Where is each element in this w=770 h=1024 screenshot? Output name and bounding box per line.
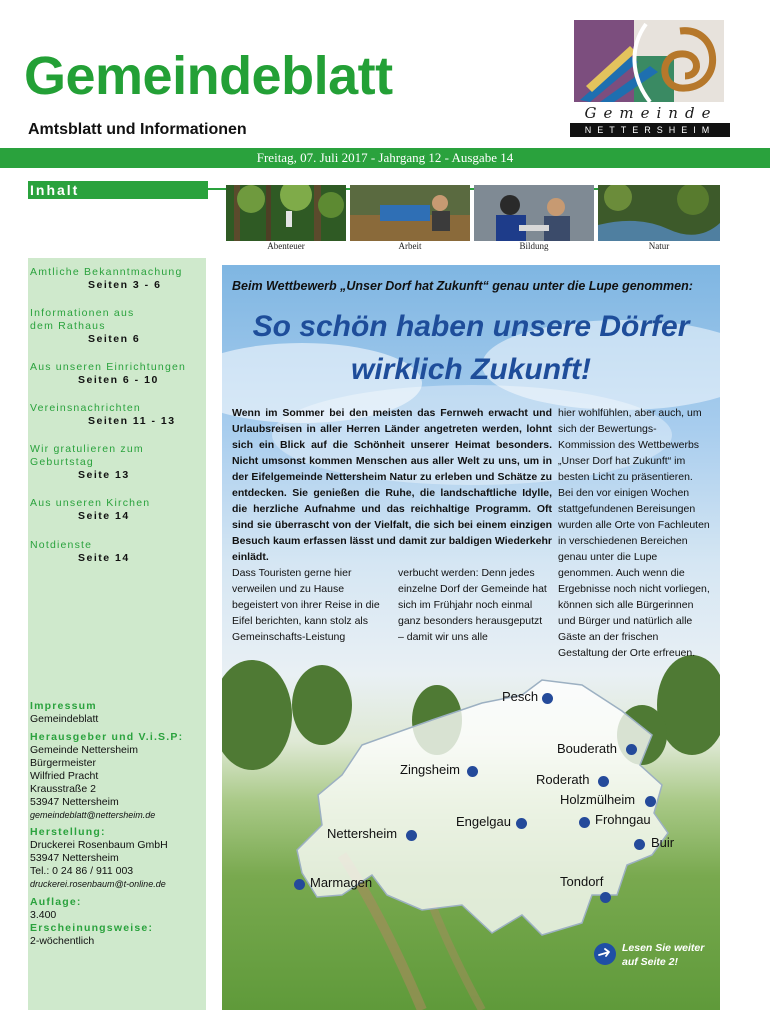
newspaper-subtitle: Amtsblatt und Informationen	[28, 121, 247, 138]
publisher-line: 53947 Nettersheim	[30, 796, 119, 808]
frequency-heading: Erscheinungsweise:	[30, 922, 154, 934]
publisher-line: Krausstraße 2	[30, 783, 96, 795]
publisher-heading: Herausgeber und V.i.S.P:	[30, 731, 184, 743]
town-dot	[542, 693, 553, 704]
publisher-line: Bürgermeister	[30, 757, 96, 769]
article-headline	[222, 305, 720, 391]
frequency-value: 2-wöchentlich	[30, 935, 95, 947]
town-label-nettersheim: Nettersheim	[327, 826, 398, 841]
photo-abenteuer	[226, 185, 346, 241]
toc-entry-page: Seite 14	[78, 510, 130, 522]
town-label-frohngau: Frohngau	[595, 812, 651, 827]
publisher-line: Wilfried Pracht	[30, 770, 99, 782]
article-column-3: hier wohlfühlen, aber auch, um sich der Bewertungs-Kommission des Wettbewerbs „Unser Dorf hat Zukunft“ im besten Licht zu präsentieren. Bei den vor einigen Wochen stattgefundenen Bereisungen wurden alle Orte von Fachleuten in verschiedenen Bereichen genau unter die Lupe genommen. Auch wenn die Ergebnisse noch nicht vorliegen, können sich alle Bürgerinnen und Bürger und natürlich alle Gäste an der frischen Gestaltung der Orte erfreuen.	[558, 407, 710, 659]
town-label-roderath: Roderath	[536, 772, 590, 787]
headline-line-1: So schön haben unsere Dörfer	[252, 310, 690, 343]
continue-reading-link[interactable]: Lesen Sie weiter auf Seite 2!	[622, 942, 705, 968]
article-lead: Beim Wettbewerb „Unser Dorf hat Zukunft“ genau unter die Lupe genommen:	[232, 279, 693, 293]
production-line: Druckerei Rosenbaum GmbH	[30, 839, 168, 851]
photo-bildung	[474, 185, 594, 241]
town-dot	[467, 766, 478, 777]
town-dot	[600, 892, 611, 903]
toc-entry-title: Aus unseren Einrichtungen	[30, 361, 187, 373]
publisher-email-link[interactable]: gemeindeblatt@nettersheim.de	[30, 810, 156, 820]
town-dot	[516, 818, 527, 829]
article-column-1: Dass Touristen gerne hier verweilen und zu Hause begeistert von ihrer Reise in die Eifel berichten, kann stolz als Gemeinschafts-Leistung	[232, 567, 380, 643]
production-email-link[interactable]: druckerei.rosenbaum@t-online.de	[30, 879, 166, 889]
education-image	[474, 185, 594, 241]
town-dot	[294, 879, 305, 890]
town-label-pesch: Pesch	[502, 689, 539, 704]
photo-caption-abenteuer: Abenteuer	[267, 241, 305, 251]
toc-entry[interactable]	[30, 361, 206, 387]
work-image	[350, 185, 470, 241]
town-dot	[626, 744, 637, 755]
town-dot	[645, 796, 656, 807]
toc-entry[interactable]	[30, 307, 150, 346]
toc-entry-page: Seiten 6	[88, 333, 141, 345]
town-dot	[634, 839, 645, 850]
newspaper-title: Gemeindeblatt	[24, 46, 393, 106]
photo-arbeit	[350, 185, 470, 241]
continue-arrow-icon[interactable]	[594, 943, 616, 965]
town-label-bouderath: Bouderath	[557, 741, 617, 756]
toc-entry[interactable]	[30, 402, 206, 428]
article-intro: Wenn im Sommer bei den meisten das Fernweh erwacht und Urlaubsreisen in aller Herren Länder angetreten werden, lohnt sich ein Blick auf die Schönheit unserer Heimat besonders. Nicht umsonst kommen Menschen aus aller Welt zu uns, um in der Eifelgemeinde Nettersheim Natur zu erleben und Schätze zu entdecken. Sie genießen die Ruhe, die landschaftliche Idylle, die herzliche Aufnahme und das reichhaltige Programm. Oft sind sie überrascht von der Vielfalt, die sich bei einem einzigen Besuch kaum erfassen lässt und damit zur baldigen Wiederkehr einlädt.	[232, 407, 552, 563]
toc-entry-title: Aus unseren Kirchen	[30, 497, 151, 509]
nature-image	[598, 185, 720, 241]
town-dot	[406, 830, 417, 841]
toc-entry[interactable]	[30, 539, 206, 565]
logo-subtitle: NETTERSHEIM	[570, 123, 730, 137]
town-label-zingsheim: Zingsheim	[400, 762, 460, 777]
town-label-buir: Buir	[651, 835, 675, 850]
production-line: 53947 Nettersheim	[30, 852, 119, 864]
toc-entry-page: Seiten 11 - 13	[88, 415, 176, 427]
production-line: Tel.: 0 24 86 / 911 003	[30, 865, 134, 877]
toc-entry[interactable]	[30, 266, 206, 292]
impressum-name: Gemeindeblatt	[30, 713, 99, 725]
town-dot	[579, 817, 590, 828]
toc-entry[interactable]	[30, 443, 150, 482]
impressum	[30, 700, 206, 948]
circulation-value: 3.400	[30, 909, 57, 921]
arrow-icon	[594, 943, 616, 965]
toc-entry-page: Seiten 3 - 6	[88, 279, 162, 291]
town-label-marmagen: Marmagen	[310, 875, 373, 890]
gemeinde-logo	[560, 16, 730, 136]
photo-caption-natur: Natur	[648, 241, 670, 251]
circulation-heading: Auflage:	[30, 896, 82, 908]
impressum-heading: Impressum	[30, 700, 97, 712]
forest-image	[226, 185, 346, 241]
logo-word: Gemeinde	[584, 104, 718, 122]
toc-entry-page: Seite 13	[78, 469, 130, 481]
town-label-holzmuelheim: Holzmülheim	[560, 792, 636, 807]
toc-entry[interactable]	[30, 497, 206, 523]
logo-graphic	[560, 16, 730, 106]
sidebar	[28, 258, 206, 1010]
headline-line-2: wirklich Zukunft!	[351, 353, 591, 386]
photo-natur	[598, 185, 720, 241]
toc-heading: Inhalt	[28, 181, 208, 199]
toc-entry-title: Vereinsnachrichten	[30, 402, 141, 414]
publisher-line: Gemeinde Nettersheim	[30, 744, 138, 756]
toc-entry-page: Seiten 6 - 10	[78, 374, 159, 386]
cover-article	[222, 265, 720, 1010]
toc-entry-title: Wir gratulieren zum Geburtstag	[30, 443, 144, 468]
photo-caption-arbeit: Arbeit	[398, 241, 422, 251]
town-dot	[598, 776, 609, 787]
production-heading: Herstellung:	[30, 826, 106, 838]
toc-entry-title: Informationen aus dem Rathaus	[30, 307, 135, 332]
town-label-engelgau: Engelgau	[456, 814, 511, 829]
photo-caption-bildung: Bildung	[519, 241, 549, 251]
toc-entry-title: Notdienste	[30, 539, 93, 551]
toc-entry-page: Seite 14	[78, 552, 130, 564]
municipality-map-shape	[297, 680, 668, 935]
article-column-2: verbucht werden: Denn jedes einzelne Dorf der Gemeinde hat sich im Frühjahr noch einmal ganz besonders herausgeputzt – damit wir uns alle	[398, 567, 547, 643]
toc-entry-title: Amtliche Bekanntmachung	[30, 266, 183, 278]
dateline-band: Freitag, 07. Juli 2017 - Jahrgang 12 - Ausgabe 14	[0, 148, 770, 168]
town-label-tondorf: Tondorf	[560, 874, 604, 889]
